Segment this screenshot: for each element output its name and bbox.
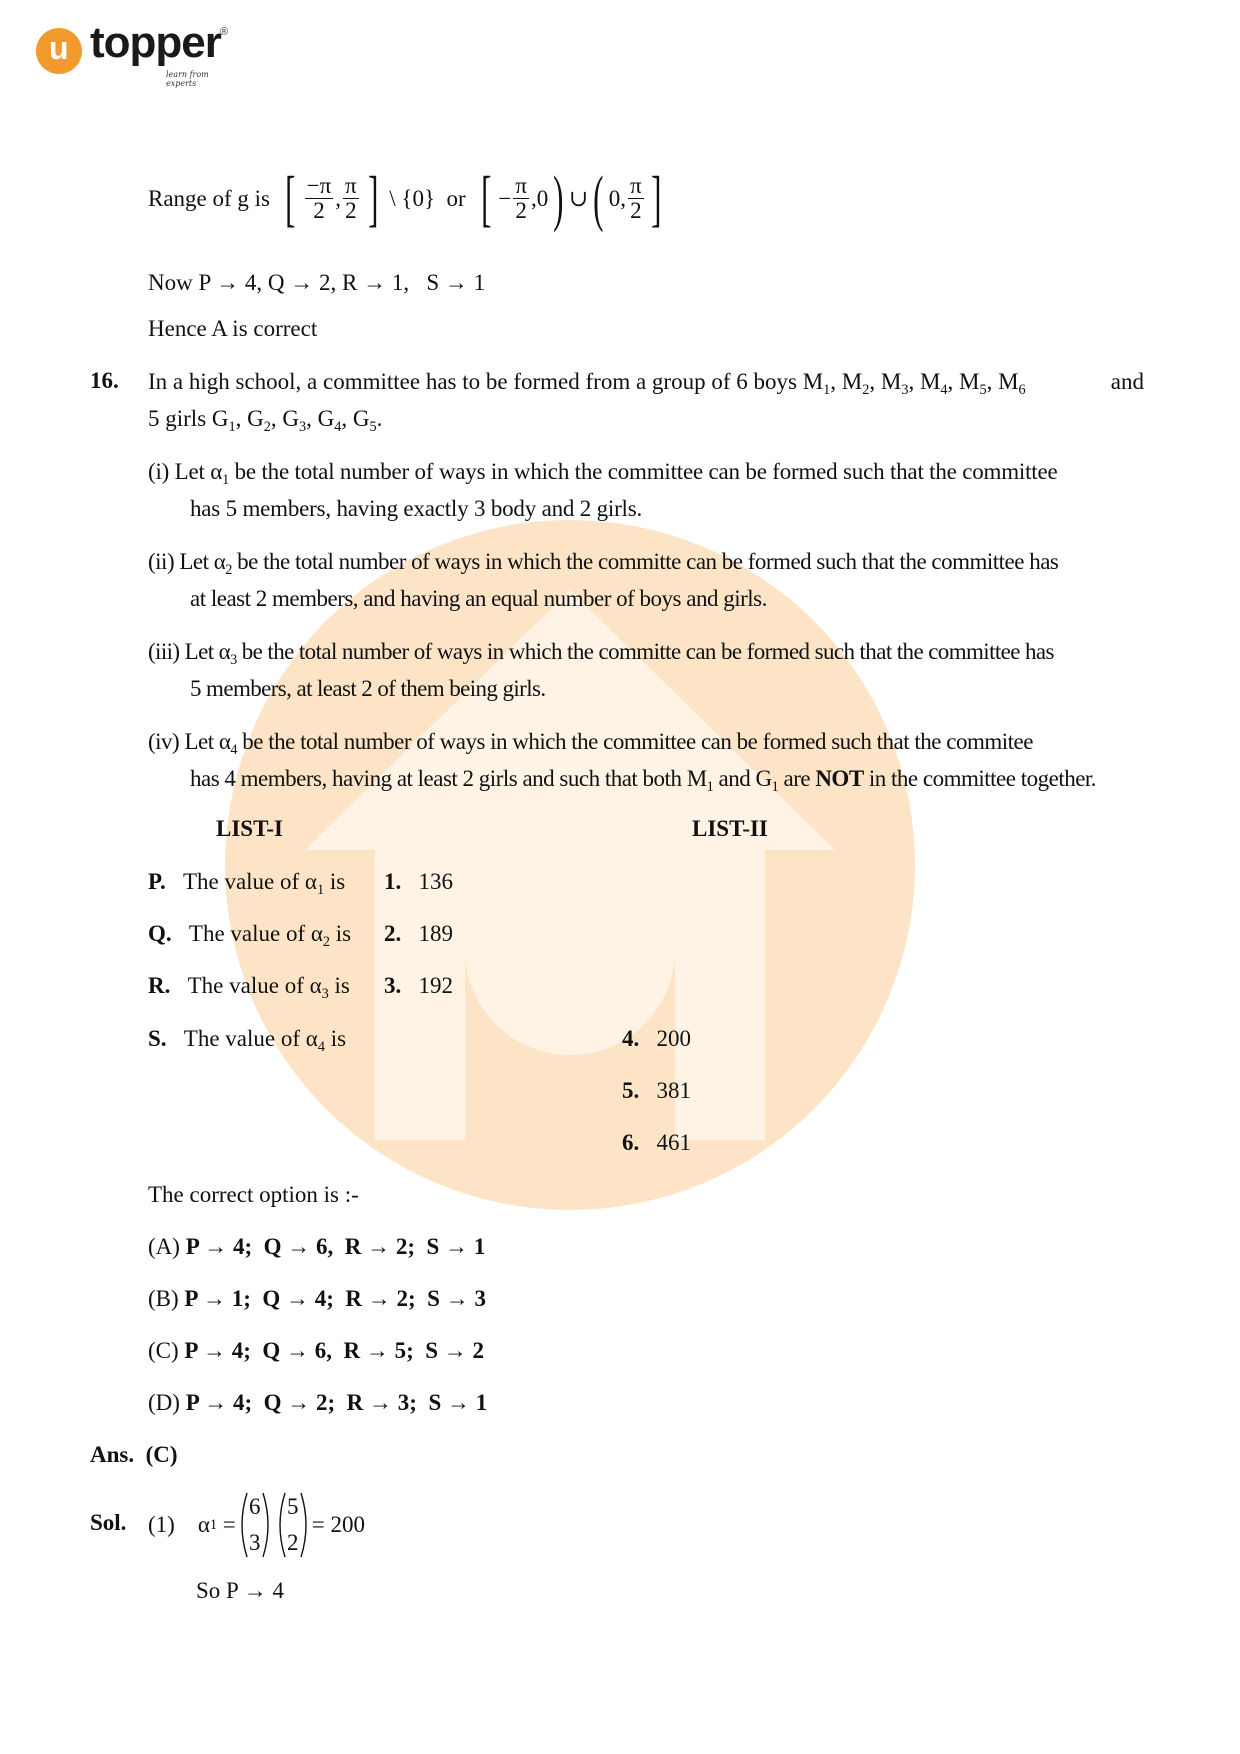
paren-right-icon: ) xyxy=(553,164,564,233)
brand-name: topper xyxy=(90,18,221,67)
bracket-left-icon: [ xyxy=(285,164,296,233)
part-ii: (ii) Let $\alpha_2$ be the total number of ways in which the committe can be formed such that the committee has at least 2 members, and having an equal number of boys and girls. xyxy=(148,549,1059,611)
question-intro: In a high school, a committee has to be formed from a group of 6 boys $M_1$, $M_2$, $M_3$, $M_4$, $M_5$, $M_6$ and 5 girls $G_1$, $G_2$, $G_3$, $G_4$, $G_5$. xyxy=(148,369,1144,435)
list-2-row-1: 1. 136 xyxy=(384,869,453,894)
question-number: 16. xyxy=(90,368,119,393)
list-1-row-r: R. The value of $\alpha_3$ is xyxy=(148,973,350,1002)
solution-conclusion: So P → 4 xyxy=(196,1578,284,1603)
part-i: (i) Let $\alpha_1$ be the total number of ways in which the committee can be formed such that the committee has 5 members, having exactly 3 body and 2 girls. xyxy=(148,459,1058,521)
bracket-right-icon: ] xyxy=(650,164,662,233)
fraction: $\frac{\pi}{2}$ xyxy=(345,173,357,224)
part-iv: (iv) Let $\alpha_4$ be the total number of ways in which the committee can be formed such that the commitee has 4 members, having at least 2 girls and such that both $M_1$ and $G_1$ are NOT in the committee together. xyxy=(148,729,1097,795)
fraction: $\frac{\pi}{2}$ xyxy=(515,173,527,224)
conclusion-line: Hence A is correct xyxy=(148,316,318,341)
list-2-row-6: 6. 461 xyxy=(622,1130,691,1155)
list-1-row-q: Q. The value of $\alpha_2$ is xyxy=(148,921,352,950)
option-b: (B) P → 1; Q → 4; R → 2; S → 3 xyxy=(148,1286,486,1311)
solution-label: Sol. xyxy=(90,1510,127,1535)
registered-mark: ® xyxy=(220,26,229,38)
list-2-header: LIST-II xyxy=(692,816,768,841)
part-iii: (iii) Let $\alpha_3$ be the total number of ways in which the committe can be formed such that the committee has 5 members, at least 2 of them being girls. xyxy=(148,639,1054,701)
options-prompt: The correct option is :- xyxy=(148,1182,359,1207)
list-2-row-4: 4. 200 xyxy=(622,1026,691,1051)
list-2-row-2: 2. 189 xyxy=(384,921,453,946)
brand-tagline: learn from experts xyxy=(166,70,209,88)
binomial-coefficient: 5 2 xyxy=(276,1490,310,1560)
list-2-row-5: 5. 381 xyxy=(622,1078,691,1103)
option-a: (A) P → 4; Q → 6, R → 2; S → 1 xyxy=(148,1234,486,1259)
binomial-coefficient: 6 3 xyxy=(238,1490,272,1560)
fraction: $\frac{-\pi}{2}$ xyxy=(306,173,332,224)
bracket-right-icon: ] xyxy=(367,164,379,233)
list-2-row-3: 3. 192 xyxy=(384,973,453,998)
range-line: Range of g is [ $\frac{-\pi}{2}$ , $\frac{\pi}{2}$ ] \ {0} or [ − $\frac{\pi}{2}$ , 0 ) ∪ ( 0 , $\frac{\pi}{2}$ ] xyxy=(148,164,662,233)
option-d: (D) P → 4; Q → 2; R → 3; S → 1 xyxy=(148,1390,488,1415)
fraction: $\frac{\pi}{2}$ xyxy=(630,173,642,224)
list-1-header: LIST-I xyxy=(216,816,283,841)
brand-logo xyxy=(36,18,236,88)
solution-equation: (1) α 1 = 6 3 5 2 = 200 xyxy=(148,1488,365,1562)
logo-u-icon: u xyxy=(36,28,82,74)
list-1-row-p: P. The value of $\alpha_1$ is xyxy=(148,869,346,898)
option-c: (C) P → 4; Q → 6, R → 5; S → 2 xyxy=(148,1338,485,1363)
watermark-logo xyxy=(225,520,915,1210)
mapping-line: Now P → 4, Q → 2, R → 1, S → 1 xyxy=(148,270,486,295)
bracket-left-icon: [ xyxy=(480,164,492,233)
paren-left-icon: ( xyxy=(593,164,604,233)
list-1-row-s: S. The value of $\alpha_4$ is xyxy=(148,1026,347,1055)
union-symbol: ∪ xyxy=(568,185,589,211)
answer-line: Ans. (C) xyxy=(90,1442,178,1467)
